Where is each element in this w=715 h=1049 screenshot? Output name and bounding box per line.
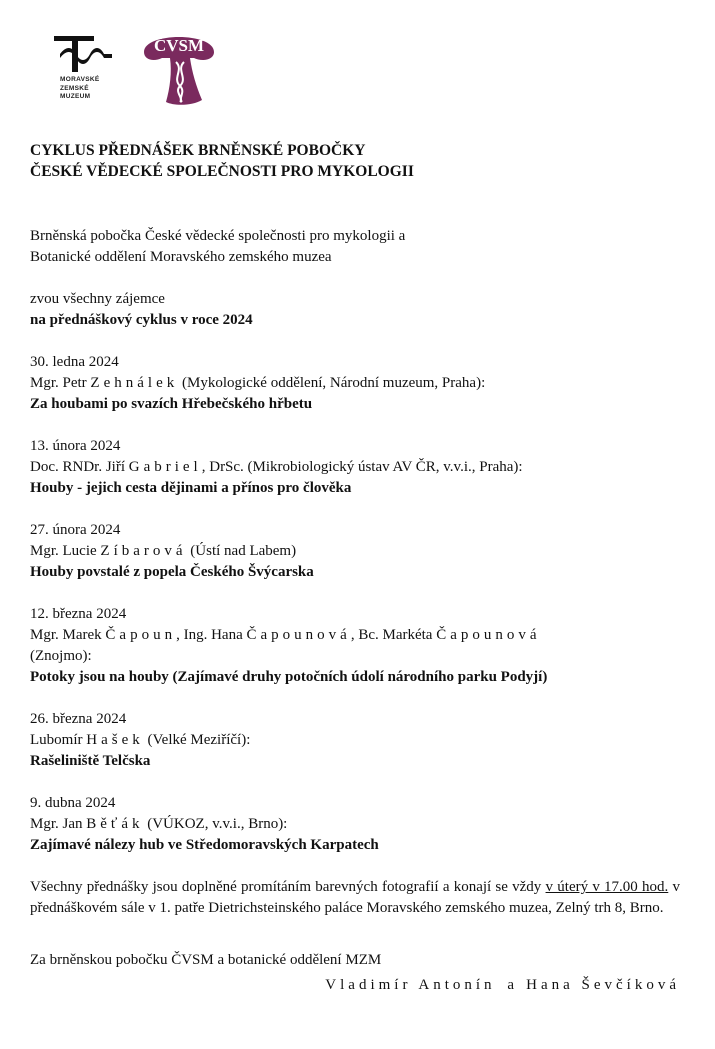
lecture-date: 13. února 2024 <box>30 438 121 454</box>
footer-paragraph: Všechny přednášky jsou doplněné promítáním barevných fotografií a konají se vždy v úterý v 17.00 hod. v přednáškovém sále v 1. patře Dietrichsteinského paláce Moravského zemského muzea, Zelný trh 8, Brno. <box>30 879 681 916</box>
speaker-name-2: Čapounová <box>246 627 351 643</box>
lecture-speaker-line-2: (Znojmo): <box>30 648 92 664</box>
lecture-topic: Potoky jsou na houby (Zajímavé druhy potočních údolí národního parku Podyjí) <box>30 669 548 685</box>
speaker-name: Čapoun <box>105 627 177 643</box>
lecture-date: 9. dubna 2024 <box>30 795 116 811</box>
lecture-topic: Houby povstalé z popela Českého Švýcarska <box>30 564 314 580</box>
lecture-5 <box>30 709 680 772</box>
lecture-topic: Houby - jejich cesta dějinami a přínos pro člověka <box>30 480 352 496</box>
lecture-date: 30. ledna 2024 <box>30 354 119 370</box>
intro-line-1: Brněnská pobočka České vědecké společnosti pro mykologii a <box>30 228 406 244</box>
lecture-speaker: Lubomír Hašek (Velké Meziříčí): <box>30 732 251 748</box>
document-body <box>30 140 680 996</box>
lecture-speaker: Mgr. Jan Běťák (VÚKOZ, v.v.i., Brno): <box>30 816 288 832</box>
speaker-name: Běťák <box>86 816 144 832</box>
lecture-speaker: Mgr. Marek Čapoun, Ing. Hana Čapounová, Bc. Markéta Čapounová <box>30 627 541 643</box>
lecture-6 <box>30 793 680 856</box>
speaker-name: Zíbarová <box>100 543 187 559</box>
signature-and: a <box>507 977 515 993</box>
speaker-name: Hašek <box>86 732 144 748</box>
lecture-2 <box>30 436 680 499</box>
mzm-logo-text: MORAVSKÉ ZEMSKÉ MUZEUM <box>60 76 100 100</box>
lecture-speaker: Mgr. Lucie Zíbarová (Ústí nad Labem) <box>30 543 297 559</box>
lecture-3 <box>30 520 680 583</box>
speaker-name-3: Čapounová <box>436 627 541 643</box>
lecture-time: v úterý v 17.00 hod. <box>545 879 669 895</box>
speaker-name: Zehnálek <box>90 375 179 391</box>
lecture-topic: Rašeliniště Telčska <box>30 753 151 769</box>
lecture-1 <box>30 352 680 415</box>
title-line-2: ČESKÉ VĚDECKÉ SPOLEČNOSTI PRO MYKOLOGII <box>30 163 414 180</box>
signature-name-2: Hana Ševčíková <box>526 977 680 993</box>
title-line-1: CYKLUS PŘEDNÁŠEK BRNĚNSKÉ POBOČKY <box>30 142 366 159</box>
lecture-4 <box>30 604 680 688</box>
signature-name-1: Vladimír Antonín <box>325 977 496 993</box>
cvsm-logo <box>138 24 220 108</box>
lecture-topic: Za houbami po svazích Hřebečského hřbetu <box>30 396 313 412</box>
cvsm-logo-mark <box>138 24 220 108</box>
cvsm-logo-text: ČVSM <box>153 36 205 55</box>
mzm-logo <box>46 32 118 108</box>
lecture-speaker: Mgr. Petr Zehnálek (Mykologické oddělení, Národní muzeum, Praha): <box>30 375 486 391</box>
speaker-name: Gabriel <box>128 459 202 475</box>
intro-invite: zvou všechny zájemce <box>30 291 165 307</box>
footer-sign-line: Za brněnskou pobočku ČVSM a botanické oddělení MZM <box>30 952 382 968</box>
intro-line-2: Botanické oddělení Moravského zemského muzea <box>30 249 332 265</box>
lecture-date: 27. února 2024 <box>30 522 121 538</box>
signature <box>30 975 680 996</box>
intro-cycle: na přednáškový cyklus v roce 2024 <box>30 312 253 328</box>
lecture-speaker: Doc. RNDr. Jiří Gabriel, DrSc. (Mikrobiologický ústav AV ČR, v.v.i., Praha): <box>30 459 523 475</box>
lecture-date: 12. března 2024 <box>30 606 127 622</box>
mzm-logo-mark <box>46 32 118 76</box>
lecture-date: 26. března 2024 <box>30 711 127 727</box>
lecture-topic: Zajímavé nálezy hub ve Středomoravských Karpatech <box>30 837 379 853</box>
title <box>30 140 680 182</box>
